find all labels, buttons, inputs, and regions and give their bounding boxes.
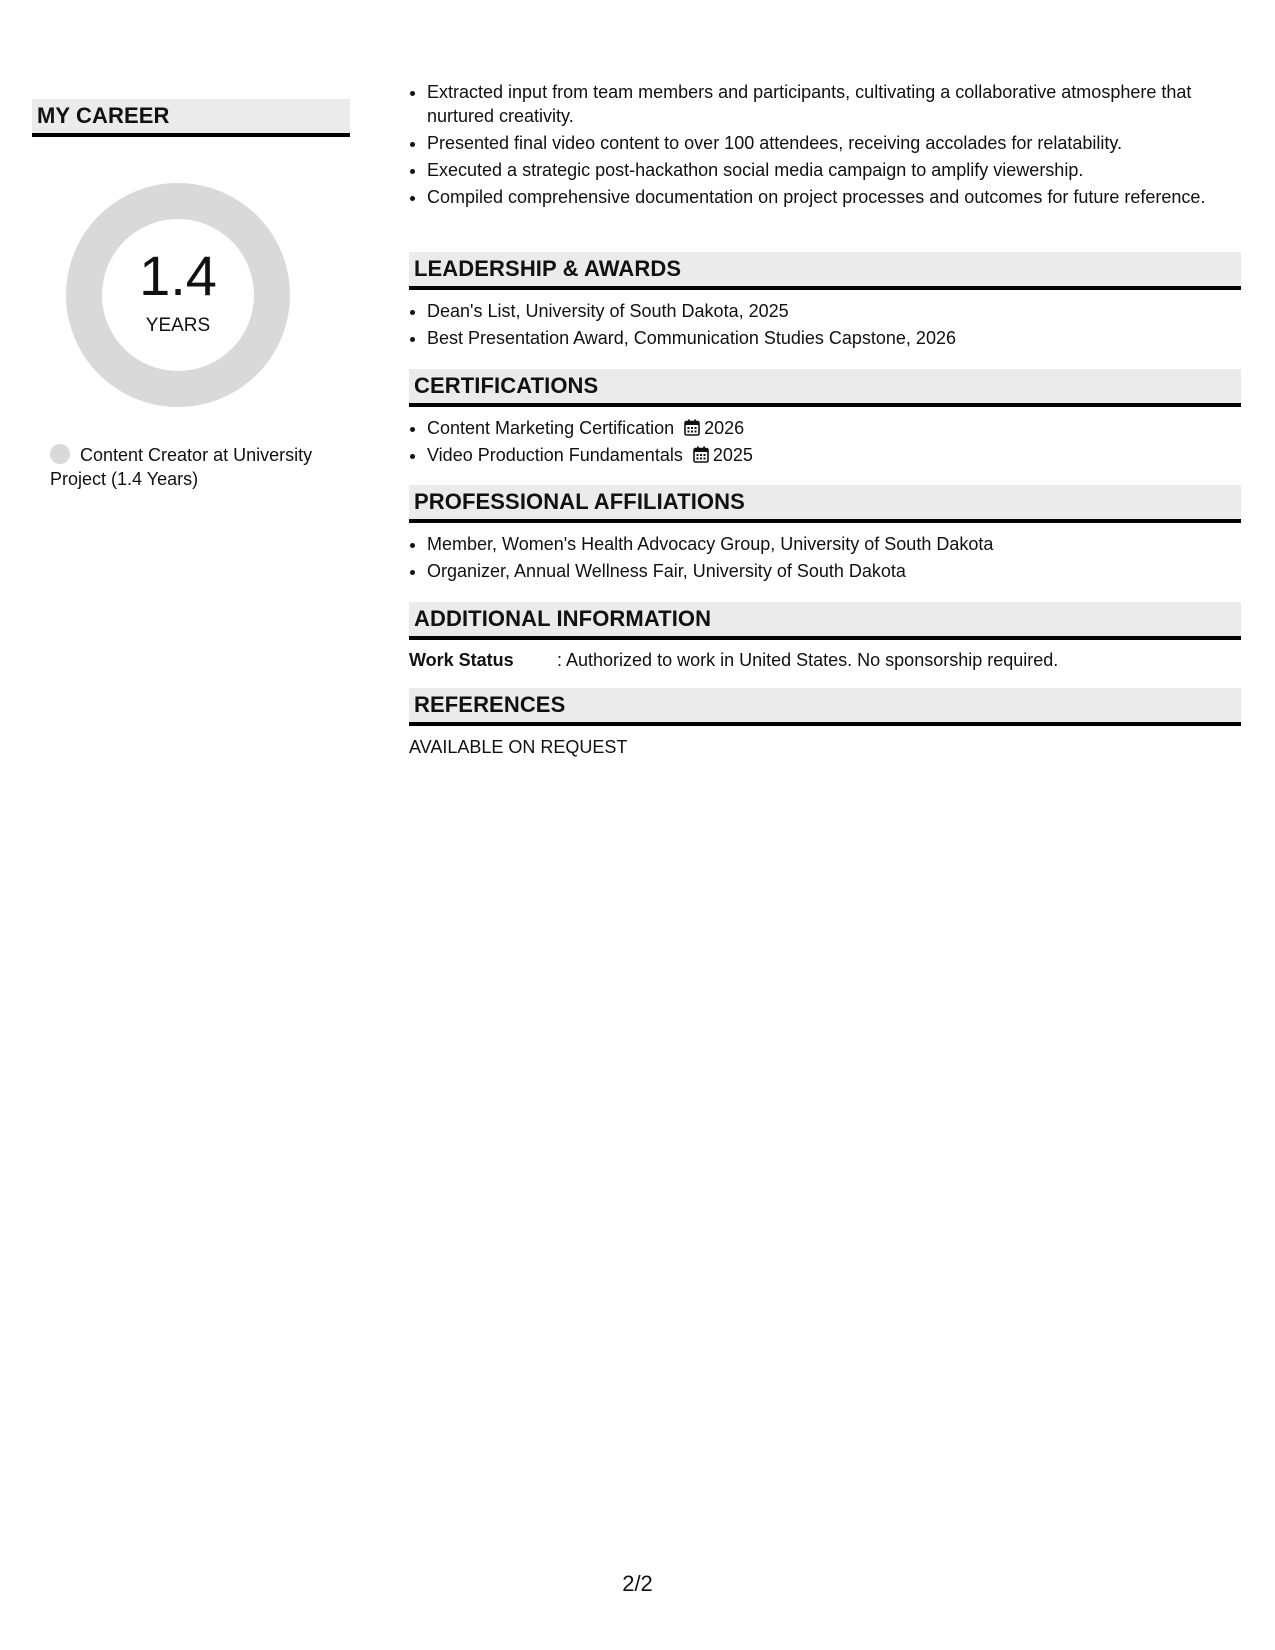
career-total-unit: YEARS	[145, 315, 211, 336]
additional-info-header: ADDITIONAL INFORMATION	[409, 602, 1241, 640]
list-item	[427, 443, 1241, 467]
references-header: REFERENCES	[409, 688, 1241, 726]
list-item: • Organizer, Annual Wellness Fair, University of South Dakota	[427, 559, 1241, 583]
career-legend-label: Content Creator at University Project (1.4 Years)	[50, 445, 313, 489]
certifications-list	[409, 416, 1241, 467]
work-status-label: Work Status	[409, 650, 514, 670]
additional-info-section	[409, 602, 1241, 672]
list-item: • Dean's List, University of South Dakota, 2025	[427, 299, 1241, 323]
experience-bullets-section	[409, 80, 1241, 212]
career-donut-chart	[66, 183, 290, 407]
leadership-header: LEADERSHIP & AWARDS	[409, 252, 1241, 290]
list-item: • Presented final video content to over 100 attendees, receiving accolades for relatability.	[427, 131, 1241, 155]
legend-dot	[50, 444, 70, 464]
calendar-icon	[684, 419, 700, 436]
career-legend-item	[50, 443, 340, 491]
work-status-value: : Authorized to work in United States. No sponsorship required.	[557, 650, 1059, 670]
certifications-section	[409, 369, 1241, 470]
list-item: • Executed a strategic post-hackathon social media campaign to amplify viewership.	[427, 158, 1241, 182]
certification-name: Video Production Fundamentals	[427, 445, 683, 465]
left-column	[32, 0, 350, 489]
certification-year: 2025	[712, 445, 753, 465]
list-item	[427, 416, 1241, 440]
list-item: • Extracted input from team members and participants, cultivating a collaborative atmosphere that nurtured creativity.	[427, 80, 1241, 128]
career-total-value: 1.4	[139, 244, 217, 307]
my-career-header: MY CAREER	[32, 99, 350, 137]
affiliations-header: PROFESSIONAL AFFILIATIONS	[409, 485, 1241, 523]
references-section	[409, 688, 1241, 759]
leadership-section	[409, 252, 1241, 353]
page-number: 2/2	[622, 1571, 653, 1596]
affiliations-section	[409, 485, 1241, 586]
references-text: AVAILABLE ON REQUEST	[409, 737, 628, 757]
list-item: • Member, Women's Health Advocacy Group, University of South Dakota	[427, 532, 1241, 556]
work-status-row	[409, 648, 1241, 672]
list-item: • Best Presentation Award, Communication Studies Capstone, 2026	[427, 326, 1241, 350]
leadership-list	[409, 299, 1241, 350]
certification-name: Content Marketing Certification	[427, 418, 675, 438]
calendar-icon	[693, 446, 709, 463]
certifications-header: CERTIFICATIONS	[409, 369, 1241, 407]
list-item: • Compiled comprehensive documentation on project processes and outcomes for future reference.	[427, 185, 1241, 209]
affiliations-list	[409, 532, 1241, 583]
experience-bullet-list	[409, 80, 1241, 209]
certification-year: 2026	[704, 418, 745, 438]
